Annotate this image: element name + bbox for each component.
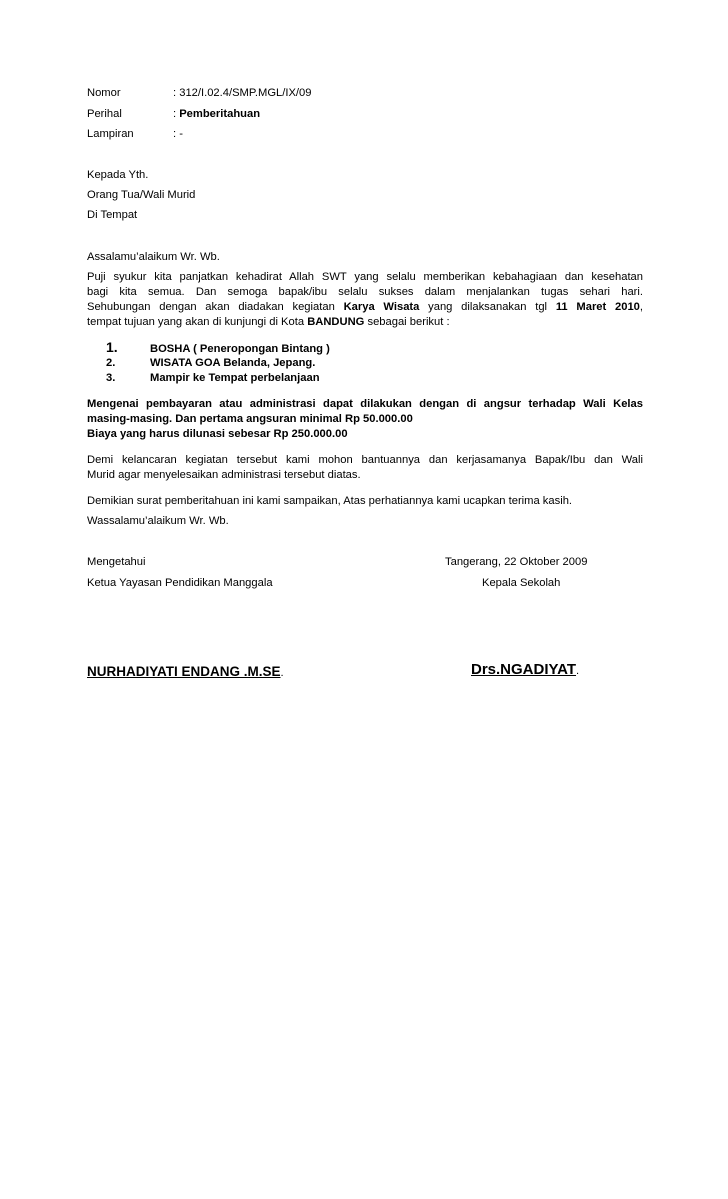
perihal-value-wrap xyxy=(173,107,260,122)
intro-line-4 xyxy=(87,315,643,330)
intro-line-3-c: yang dilaksanakan tgl xyxy=(419,301,556,313)
nomor-label: Nomor xyxy=(87,87,121,99)
list-text: Mampir ke Tempat perbelanjaan xyxy=(150,372,320,384)
list-number: 3. xyxy=(106,372,116,384)
intro-line-4-a: tempat tujuan yang akan di kunjungi di Kota xyxy=(87,316,308,328)
right-signer-name: Drs.NGADIYAT xyxy=(471,661,577,678)
support-paragraph xyxy=(87,453,643,483)
list-number: 2. xyxy=(106,357,116,369)
intro-line-3-a: Sehubungan dengan akan diadakan kegiatan xyxy=(87,301,344,313)
right-signer xyxy=(471,662,579,679)
list-text: WISATA GOA Belanda, Jepang. xyxy=(150,357,316,369)
recipient-line-3: Di Tempat xyxy=(87,209,138,221)
intro-line-4-c: sebagai berikut : xyxy=(364,316,450,328)
intro-line-1: Puji syukur kita panjatkan kehadirat Allah SWT yang selalu memberikan kebahagiaan dan kesehatan xyxy=(87,271,643,283)
lampiran-value: : - xyxy=(173,128,183,140)
left-signer-name: NURHADIYATI ENDANG .M.SE xyxy=(87,664,281,679)
left-signer-dot: . xyxy=(280,667,284,679)
recipient-line-2: Orang Tua/Wali Murid xyxy=(87,189,196,201)
left-signer-role: Ketua Yayasan Pendidikan Manggala xyxy=(87,577,273,589)
support-line-1: Demi kelancaran kegiatan tersebut kami mohon bantuannya dan kerjasamanya Bapak/Ibu dan Wali xyxy=(87,454,643,466)
event-name: Karya Wisata xyxy=(343,301,420,313)
lampiran-label: Lampiran xyxy=(87,128,134,140)
nomor-value: : 312/I.02.4/SMP.MGL/IX/09 xyxy=(173,87,312,99)
payment-line-3: Biaya yang harus dilunasi sebesar Rp 250.000.00 xyxy=(87,428,348,440)
payment-line-2: masing-masing. Dan pertama angsuran minimal Rp 50.000.00 xyxy=(87,413,413,425)
perihal-value: Pemberitahuan xyxy=(179,108,261,120)
intro-paragraph xyxy=(87,270,643,330)
left-signer xyxy=(87,664,284,681)
intro-line-2: bagi kita semua. Dan semoga bapak/ibu selalu sukses dalam menjalankan tugas sehari hari. xyxy=(87,286,643,298)
right-signer-role: Kepala Sekolah xyxy=(482,577,561,589)
perihal-label: Perihal xyxy=(87,108,122,120)
intro-line-3 xyxy=(87,300,643,315)
greeting: Assalamu’alaikum Wr. Wb. xyxy=(87,251,220,263)
recipient-line-1: Kepada Yth. xyxy=(87,169,149,181)
list-number: 1. xyxy=(106,339,118,355)
list-text: BOSHA ( Peneropongan Bintang ) xyxy=(150,343,330,355)
place-date: Tangerang, 22 Oktober 2009 xyxy=(445,556,588,568)
perihal-colon: : xyxy=(173,108,180,120)
event-date: 11 Maret 2010 xyxy=(555,301,640,313)
payment-paragraph xyxy=(87,397,643,442)
intro-line-3-e: , xyxy=(639,301,643,313)
farewell: Wassalamu’alaikum Wr. Wb. xyxy=(87,515,229,527)
destination-city: BANDUNG xyxy=(307,316,365,328)
payment-line-1: Mengenai pembayaran atau administrasi dapat dilakukan dengan di angsur terhadap Wali Kelas xyxy=(87,398,643,410)
closing-sentence: Demikian surat pemberitahuan ini kami sampaikan, Atas perhatiannya kami ucapkan terima kasih. xyxy=(87,495,573,507)
acknowledged-label: Mengetahui xyxy=(87,556,146,568)
support-line-2: Murid agar menyelesaikan administrasi tersebut diatas. xyxy=(87,469,361,481)
right-signer-dot: . xyxy=(576,665,580,677)
